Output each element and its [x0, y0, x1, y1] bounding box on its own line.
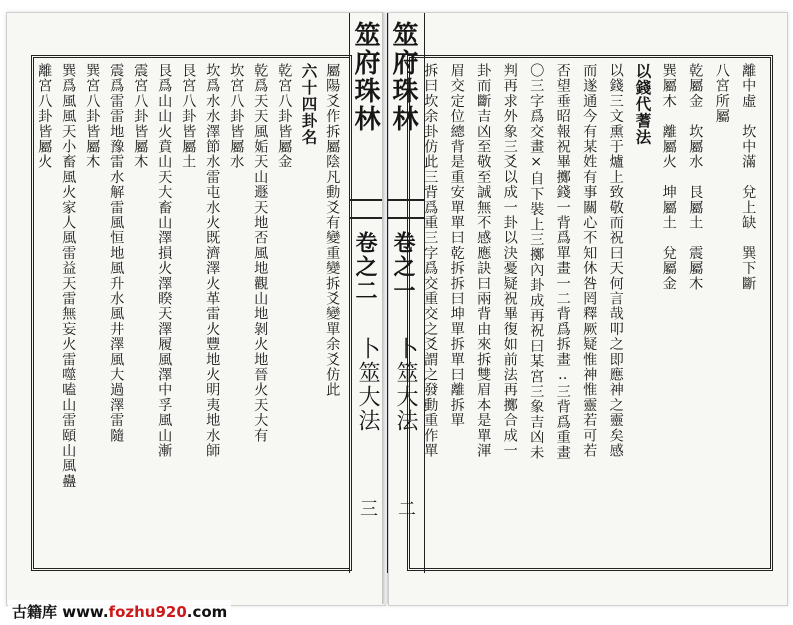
text-column: 震宮八卦皆屬木: [132, 63, 149, 170]
text-column: 艮爲山山火賁山天大畜山澤損火澤睽天澤履風澤中孚風山漸: [156, 63, 173, 459]
fish-tail-mark: [350, 199, 386, 219]
text-column: 八宮所屬: [713, 63, 730, 124]
text-column: 否望垂昭報祝畢擲錢一背爲單畫一二背爲拆畫‥三背爲重畫: [554, 63, 571, 460]
band-subtitle: 卜筮大法: [393, 337, 418, 433]
watermark-accent: fozhu920: [108, 603, 187, 621]
band-page-number: 二: [395, 499, 416, 517]
right-page: [388, 12, 788, 606]
band-subtitle: 卜筮大法: [355, 337, 380, 433]
text-column: 坎爲水水澤節水雷屯水火既濟澤火革雷火豐地火明夷地水師: [204, 63, 221, 459]
text-column: 震爲雷雷地豫雷水解雷風恒地風升水風井澤風大過澤雷隨: [108, 63, 125, 443]
watermark-prefix: 古籍库 www.: [12, 603, 109, 621]
text-column: 乾宮八卦皆屬金: [276, 63, 293, 170]
text-column: 巽宮八卦皆屬木: [84, 63, 101, 170]
text-column: 屬陽爻作拆屬陰凡動爻有變重變拆爻變單余爻仿此: [324, 63, 341, 398]
text-column: 卦而斷吉凶至敬至誠無不感應訣曰兩背由來拆雙眉本是單渾: [475, 63, 492, 459]
band-page-number: 三: [357, 499, 378, 517]
band-title: 筮府珠林: [388, 21, 418, 133]
fish-tail-mark: [388, 199, 424, 219]
band-volume: 卷之二: [352, 231, 378, 303]
text-column: 巽爲風風天小畜風火家人風雷益天雷無妄火雷噬嗑山雷頤山風蠱: [60, 63, 77, 489]
text-column: 巽屬木 離屬火 坤屬土 兌屬金: [660, 63, 677, 291]
text-column: 坎宮八卦皆屬水: [228, 63, 245, 170]
band-title: 筮府珠林: [350, 21, 380, 133]
watermark-suffix: .com: [186, 603, 228, 621]
left-page: [6, 12, 386, 606]
band-volume: 卷之一: [390, 231, 416, 303]
text-column: 以錢三文熏于爐上致敬而祝曰天何言哉叩之即應神之靈矣感: [607, 63, 624, 459]
text-column: 〇三字爲交畫×自下裝上三擲內卦成再祝曰某宮三象吉凶未: [528, 63, 545, 460]
site-watermark: [8, 600, 231, 623]
right-center-band: [387, 13, 425, 573]
text-column: 而遂通今有某姓有事關心不知休咎罔釋厥疑惟神惟靈若可若: [581, 63, 598, 459]
text-column: 離中虛 坎中滿 兌上缺 巽下斷: [740, 63, 757, 291]
text-column: 艮宮八卦皆屬土: [180, 63, 197, 170]
text-column: 判再求外象三爻以成一卦以決憂疑祝畢復如前法再擲合成一: [501, 63, 518, 459]
section-heading: 以錢代蓍法: [633, 63, 653, 146]
text-column: 拆曰坎余卦仿此三背爲重三字爲交重交之爻謂之發動重作單: [422, 63, 439, 459]
text-column: 乾屬金 坎屬水 艮屬土 震屬木: [687, 63, 704, 291]
text-column: 乾爲天天風姤天山遯天地否風地觀山地剝火地晉火天大有: [252, 63, 269, 443]
text-column: 眉交定位總背是重安單單曰乾拆拆曰坤單拆單曰離拆單: [448, 63, 465, 428]
section-heading: 六十四卦名: [299, 63, 319, 146]
text-column: 離宮八卦皆屬火: [36, 63, 53, 170]
